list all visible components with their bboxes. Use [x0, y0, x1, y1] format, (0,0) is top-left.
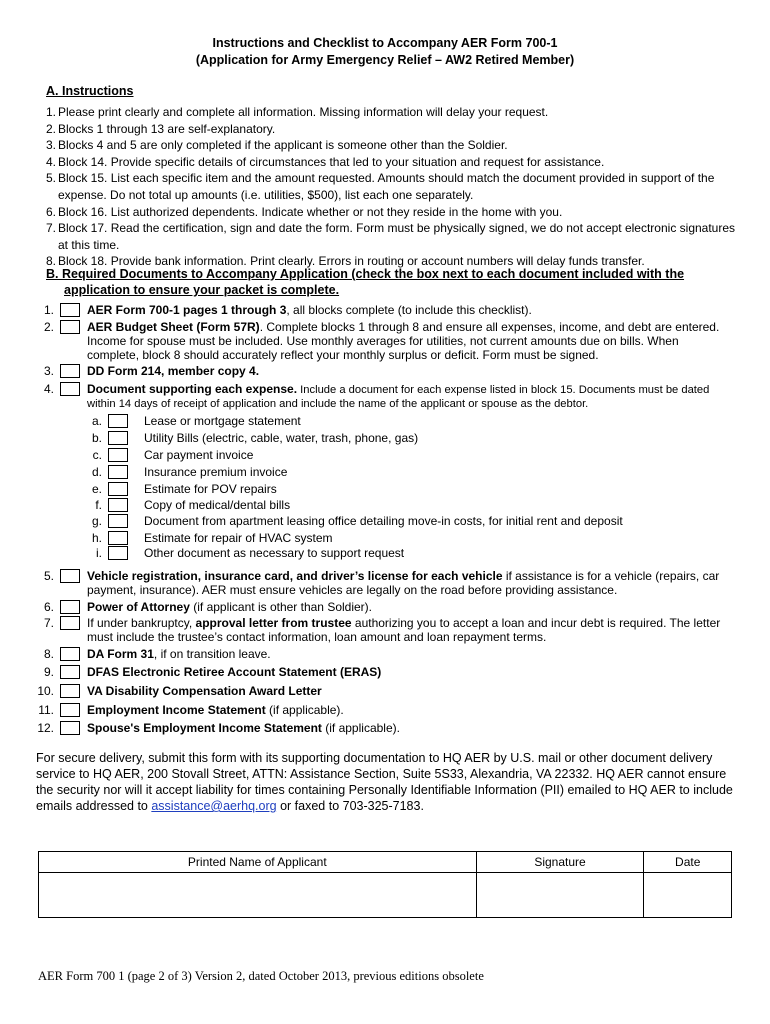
checkbox-item-9[interactable] — [60, 665, 80, 679]
checkbox-sub-b[interactable] — [108, 431, 128, 445]
printed-name-header: Printed Name of Applicant — [39, 852, 477, 873]
checkbox-sub-f[interactable] — [108, 498, 128, 512]
checkbox-item-10[interactable] — [60, 684, 80, 698]
delivery-instructions: For secure delivery, submit this form with its supporting documentation to HQ AER by U.S. mail or other document delivery service to HQ AER, 200 Stovall Street, ATTN: Assistance Section, Suite 5S33, Alexandria, VA 22332. HQ AER cannot ensure the security nor will it accept liability for times containing Personally Identifiable Information (PII) emailed to HQ AER to include emails addressed to assistance@aerhq.org or faxed to 703-325-7183. — [36, 751, 733, 813]
instructions-list — [46, 104, 736, 270]
checkbox-item-12[interactable] — [60, 721, 80, 735]
checkbox-sub-d[interactable] — [108, 465, 128, 479]
checkbox-item-8[interactable] — [60, 647, 80, 661]
date-header: Date — [644, 852, 732, 873]
page-footer: AER Form 700 1 (page 2 of 3) Version 2, dated October 2013, previous editions obsolete — [38, 969, 484, 983]
checkbox-item-2[interactable] — [60, 320, 80, 334]
checkbox-item-6[interactable] — [60, 600, 80, 614]
instruction-item: 1. Please print clearly and complete all information. Missing information will delay your request. — [46, 105, 549, 119]
checkbox-sub-h[interactable] — [108, 531, 128, 545]
page-subtitle: (Application for Army Emergency Relief – AW2 Retired Member) — [195, 53, 575, 67]
checkbox-sub-e[interactable] — [108, 482, 128, 496]
section-a-heading: A. Instructions — [46, 84, 134, 98]
signature-field[interactable] — [476, 873, 644, 918]
instruction-item: 5. Block 15. List each specific item and the amount requested. Amounts should match the document provided in support of the expense. Do not total up amounts (i.e. utilities, $500), list each one separately. — [46, 171, 715, 202]
signature-table — [38, 851, 732, 918]
form-page: Instructions and Checklist to Accompany AER Form 700-1 (Application for Army Emergency Relief – AW2 Retired Member) A. Instructions 1. Please print clearly and complete all information. Missing information will delay your request. 2. Blocks 1 through 13 are self-explanatory. 3. Blocks 4 and 5 are only completed if the applicant is someone other than the Soldier. 4. Block 14. Provide specific details of circumstances that led to your situation and request for assistance. 5. Block 15. List each specific item and the amount requested. Amounts should match the document provided in support of the expense. Do not total up amounts (i.e. utilities, $500), list each one separately. 6. Block 16. List authorized dependents. Indicate whether or not they reside in the home with you. 7. Block 17. Read the certification, sign and date the form. Form must be physically signed, we do not accept electronic signatures at this time. 8. Block 18. Provide bank information. Print clearly. Errors in routing or account numbers will delay funds transfer. B. Required Documents to Accompany Application (check the box next to each document included with the application to ensure your packet is complete. 1. AER Form 700-1 pages 1 through 3, all blocks complete (to include this checklist). 2. AER Budget Sheet (Form 57R). Complete blocks 1 through 8 and ensure all expenses, income, and debt are entered. Income for spouse must be included. Use monthly averages for utilities, not current amounts due on bills. When complete, block 8 should accurately reflect your monthly surplus or deficit. Form must be signed. 3. DD Form 214, member copy 4. 4. Document supporting each expense. Include a document for each expense listed in block 15. Documents must be dated within 14 days of receipt of application and include the name of the applicant or spouse as the debtor. a. Lease or mortgage statement b. Utility Bills (electric, cable, water, trash, phone, gas) c. Car payment invoice d. Insurance premium invoice e. Estimate for POV repairs f. Copy of medical/dental bills g. Document from apartment leasing office detailing move-in costs, for initial rent and deposit h. Estimate for repair of HVAC system i. Other document as necessary to support request 5. Vehicle registration, insurance card, and driver’s license for each vehicle if assistance is for a vehicle (repairs, car payment, insurance). AER must ensure vehicles are legally on the road before providing assistance. 6. Power of Attorney (if applicant is other than Soldier). 7. If under bankruptcy, approval letter from trustee authorizing you to accept a loan and incur debt is required. The letter must include the trustee’s contact information, loan amount and loan repayment terms. 8. DA Form 31, if on transition leave. 9. DFAS Electronic Retiree Account Statement (ERAS) 10. VA Disability Compensation Award Letter 11. Employment Income Statement (if applicable). 12. Spouse's Employment Income Statement (if applicable). For secure delivery, submit this form with its supporting documentation to HQ AER by U.S. mail or other document delivery service to HQ AER, 200 Stovall Street, ATTN: Assistance Section, Suite 5S33, Alexandria, VA 22332. HQ AER cannot ensure the security nor will it accept liability for times containing Personally Identifiable Information (PII) emailed to HQ AER to include emails addressed to assistance@aerhq.org or faxed to 703-325-7183. Printed Name of Applicant Signature Date AER Form 700 1 (page 2 of 3) Version 2, dated October 2013, previous editions obsolete — [0, 0, 770, 1024]
email-link[interactable]: assistance@aerhq.org — [151, 799, 277, 813]
instruction-item: 2. Blocks 1 through 13 are self-explanatory. — [46, 121, 276, 136]
instruction-item: 6. Block 16. List authorized dependents. Indicate whether or not they reside in the home with you. — [46, 204, 563, 219]
checkbox-sub-g[interactable] — [108, 514, 128, 528]
checkbox-item-11[interactable] — [60, 703, 80, 717]
signature-header: Signature — [476, 852, 644, 873]
page-title: Instructions and Checklist to Accompany AER Form 700-1 — [212, 36, 558, 50]
checkbox-item-3[interactable] — [60, 364, 80, 378]
instruction-item: 8. Block 18. Provide bank information. Print clearly. Errors in routing or account numbers will delay funds transfer. — [46, 254, 645, 269]
printed-name-field[interactable] — [39, 873, 477, 918]
checkbox-sub-a[interactable] — [108, 414, 128, 428]
section-b-heading-cont: application to ensure your packet is complete. — [64, 283, 340, 297]
instruction-item: 4. Block 14. Provide specific details of circumstances that led to your situation and request for assistance. — [46, 154, 605, 169]
checkbox-item-5[interactable] — [60, 569, 80, 583]
checkbox-sub-c[interactable] — [108, 448, 128, 462]
date-field[interactable] — [644, 873, 732, 918]
section-b-heading: B. Required Documents to Accompany Application (check the box next to each document included with the — [46, 267, 685, 281]
checkbox-item-4[interactable] — [60, 382, 80, 396]
instruction-item: 7. Block 17. Read the certification, sign and date the form. Form must be physically signed, we do not accept electronic signatures at this time. — [46, 221, 736, 252]
instruction-item: 3. Blocks 4 and 5 are only completed if the applicant is someone other than the Soldier. — [46, 138, 508, 153]
checkbox-sub-i[interactable] — [108, 546, 128, 560]
checkbox-item-1[interactable] — [60, 303, 80, 317]
checkbox-item-7[interactable] — [60, 616, 80, 630]
